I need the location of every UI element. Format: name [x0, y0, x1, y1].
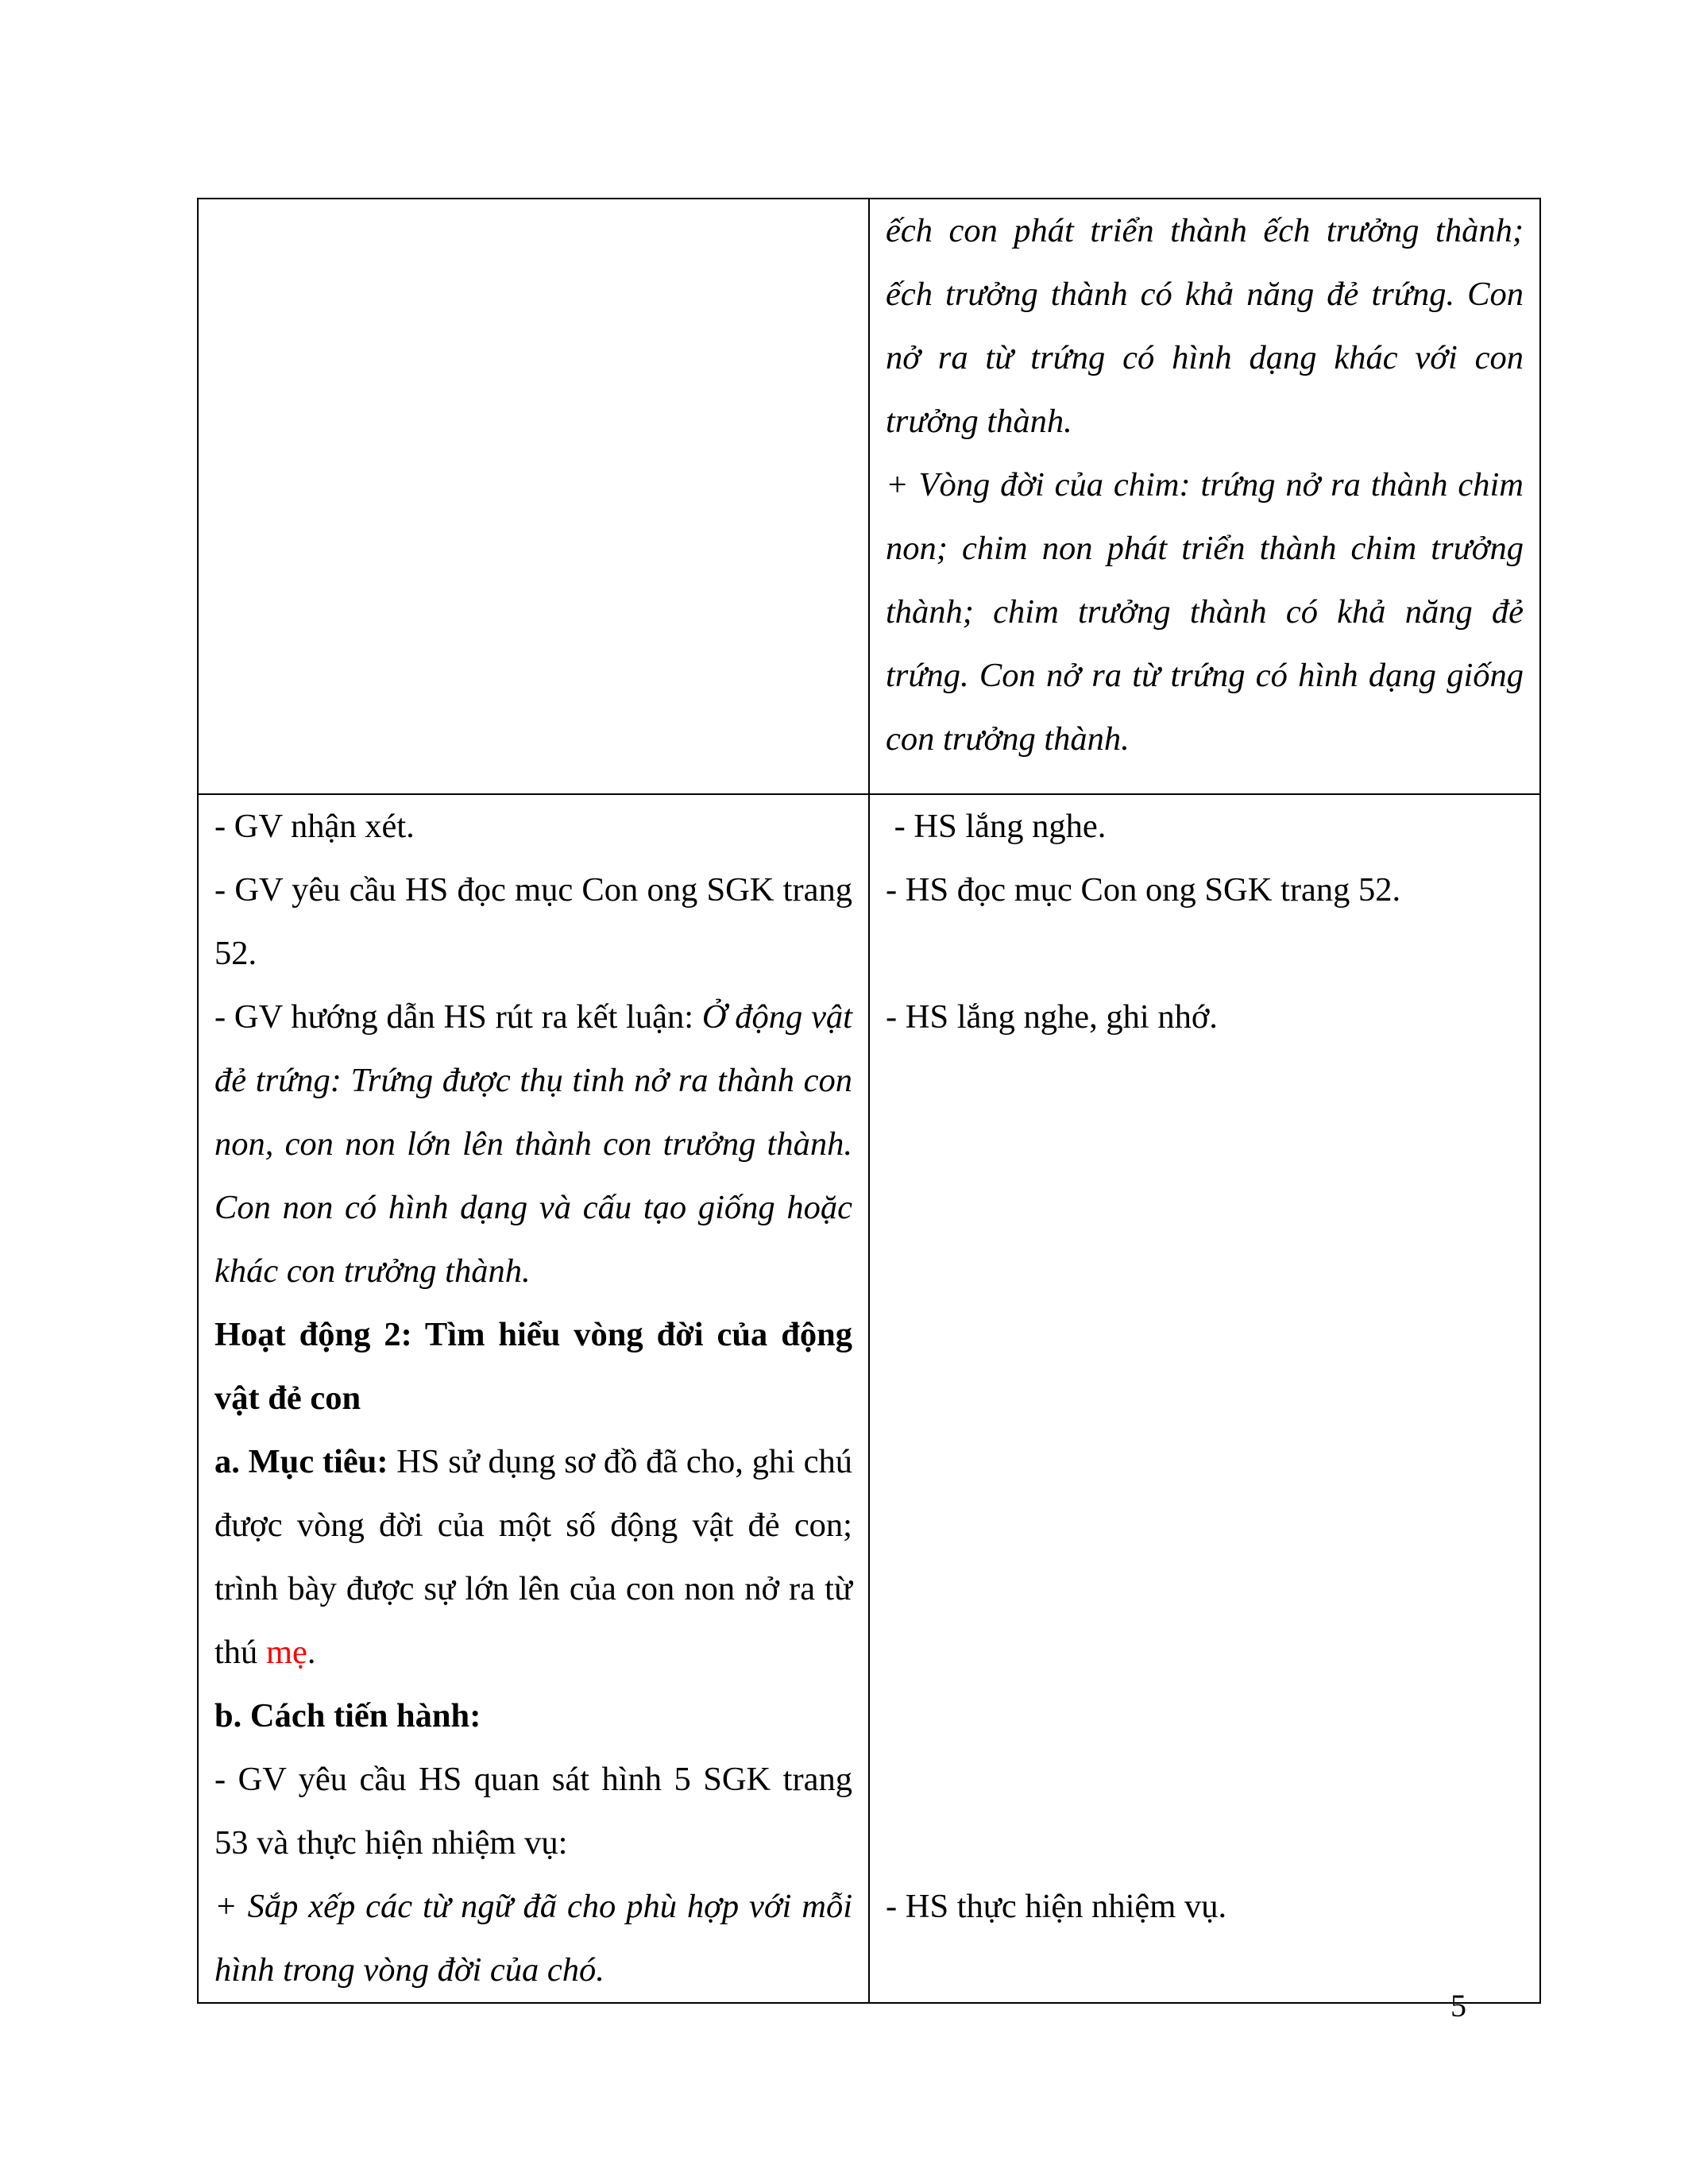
- method-label: b. Cách tiến hành:: [214, 1697, 481, 1734]
- gv-comment: - GV nhận xét.: [214, 808, 415, 845]
- student-activity-cell: [869, 199, 1540, 794]
- goal-text: HS sử dụng sơ đồ đã cho, ghi chú được vòng đời của một số động vật đẻ con; trình bày được sự lớn lên của con non nở ra từ thú: [214, 1443, 852, 1671]
- teacher-activity-cell: [198, 794, 869, 2003]
- hs-listen: - HS lắng nghe.: [886, 808, 1107, 845]
- gv-conclusion-lead: - GV hướng dẫn HS rút ra kết luận:: [214, 998, 702, 1036]
- gv-conclusion-text: Ở động vật đẻ trứng: Trứng được thụ tinh nở ra thành con non, con non lớn lên thành con trưởng thành. Con non có hình dạng và cấu tạo giống hoặc khác con trưởng thành.: [214, 998, 852, 1290]
- goal-label: a. Mục tiêu:: [214, 1443, 388, 1480]
- table-row: [198, 794, 1540, 2003]
- task-arrange: + Sắp xếp các từ ngữ đã cho phù hợp với mỗi hình trong vòng đời của chó.: [214, 1888, 852, 1989]
- goal-paragraph: [214, 1430, 852, 1684]
- hs-listen-note: - HS lắng nghe, ghi nhớ.: [886, 998, 1218, 1036]
- goal-text-highlight: mẹ: [265, 1634, 307, 1671]
- spacer: [886, 1049, 1524, 1875]
- activity-2-title: Hoạt động 2: Tìm hiểu vòng đời của động vật đẻ con: [214, 1316, 852, 1417]
- frog-lifecycle-text: ếch con phát triển thành ếch trưởng thành; ếch trưởng thành có khả năng đẻ trứng. Con nở ra từ trứng có hình dạng khác với con trưởng thành.: [886, 212, 1524, 440]
- gv-conclusion: [214, 986, 852, 1303]
- hs-read: - HS đọc mục Con ong SGK trang 52.: [886, 871, 1401, 909]
- hs-do-task: - HS thực hiện nhiệm vụ.: [886, 1888, 1227, 1925]
- page-number: 5: [1450, 1988, 1466, 2024]
- table-row: [198, 199, 1540, 794]
- gv-observe-request: - GV yêu cầu HS quan sát hình 5 SGK trang 53 và thực hiện nhiệm vụ:: [214, 1761, 852, 1862]
- gv-read-request: - GV yêu cầu HS đọc mục Con ong SGK trang 52.: [214, 871, 852, 972]
- student-activity-cell: [869, 794, 1540, 2003]
- spacer: [886, 922, 1524, 986]
- bird-lifecycle-text: + Vòng đời của chim: trứng nở ra thành chim non; chim non phát triển thành chim trưởng thành; chim trưởng thành có khả năng đẻ trứng. Con nở ra từ trứng có hình dạng giống con trưởng thành.: [886, 466, 1524, 758]
- goal-text-end: .: [307, 1634, 316, 1671]
- teacher-activity-cell-empty: [198, 199, 869, 794]
- lesson-plan-table: [197, 198, 1541, 2004]
